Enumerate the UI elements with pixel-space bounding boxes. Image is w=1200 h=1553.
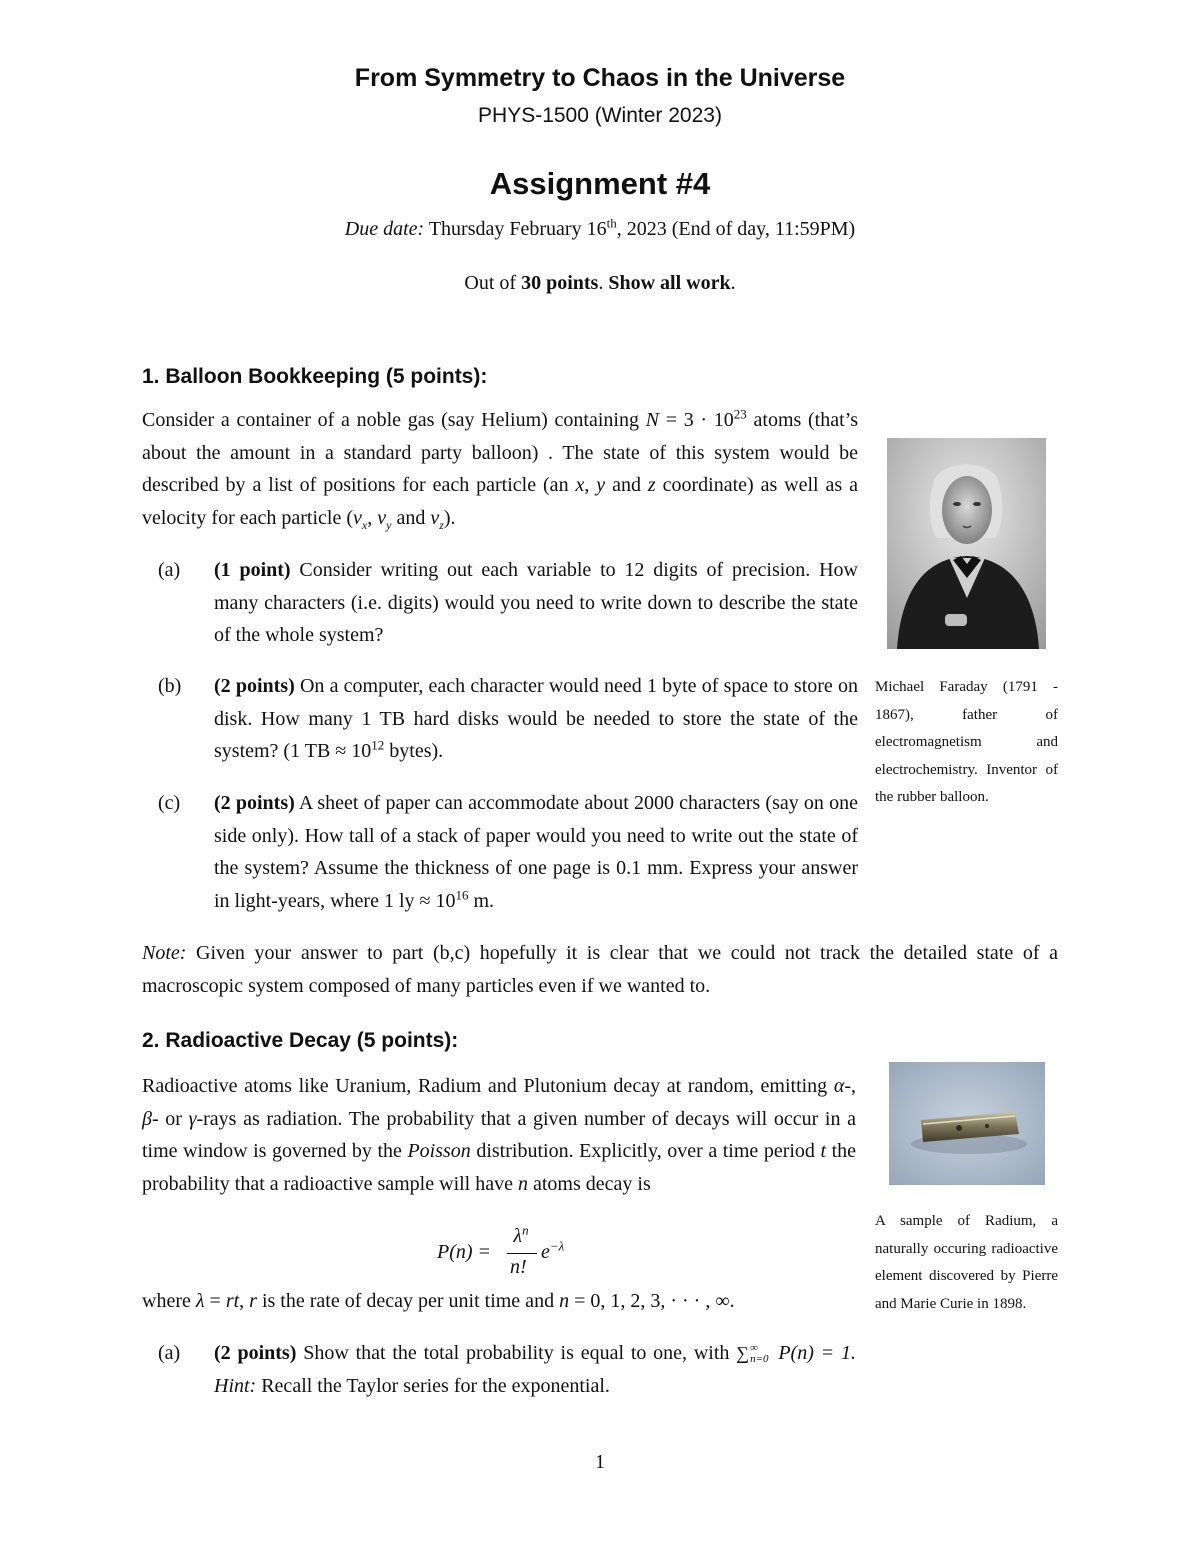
- course-title: From Symmetry to Chaos in the Universe: [354, 64, 846, 92]
- assignment-title: Assignment #4: [489, 166, 711, 201]
- question-1b: (b) (2 points) On a computer, each character would need 1 byte of space to store on disk. How many 1 TB hard disks would be needed to store the state of the system? (1 TB ≈ $10^{12}$ bytes).: [158, 670, 858, 768]
- section-1-heading: 1. Balloon Bookkeeping (5 points):: [142, 365, 488, 388]
- page-number: 1: [595, 1451, 605, 1473]
- item-label: (b): [158, 675, 182, 697]
- fraction-bar: [507, 1253, 537, 1254]
- question-2a: (a) (2 points) Show that the total probability is equal to one, with ∑ ∞ n=0 P(n) = 1. Hint: Recall the Taylor series for the exponential.: [158, 1337, 856, 1403]
- due-date: Due date: Thursday February 16th, 2023 (End of day, 11:59PM): [344, 215, 856, 240]
- formula-numerator: $\lambda^n$: [513, 1222, 529, 1247]
- sum-symbol: ∑: [736, 1343, 750, 1363]
- radium-sample-photo: [889, 1062, 1045, 1185]
- section-1-intro: Consider a container of a noble gas (say Helium) containing $N = 3 \cdot 10^{23}$ atoms (that’s about the amount in a standard party balloon) . The state of this system would be described by a list of positions for each particle (an x, y and z coordinate) as well as a velocity for each particle ($v_x$, $v_y$ and $v_z$).: [142, 406, 858, 532]
- points-line: Out of 30 points. Show all work.: [464, 272, 736, 294]
- item-label: (a): [158, 1342, 181, 1364]
- item-label: (a): [158, 559, 181, 581]
- formula-denominator: n!: [510, 1256, 527, 1278]
- formula-exponential: $e^{-\lambda}$: [541, 1238, 565, 1263]
- radium-caption: A sample of Radium, a naturally occuring radioactive element discovered by Pierre and Marie Curie in 1898.: [875, 1213, 1058, 1312]
- section-2-intro: Radioactive atoms like Uranium, Radium and Plutonium decay at random, emitting α-, β- or γ-rays as radiation. The probability that a given number of decays will occur in a time window is governed by the Poisson distribution. Explicitly, over a time period t the probability that a radioactive sample will have n atoms decay is: [142, 1075, 857, 1195]
- section-2-heading: 2. Radioactive Decay (5 points):: [142, 1029, 459, 1052]
- section-1-note: Note: Given your answer to part (b,c) hopefully it is clear that we could not track the detailed state of a macroscopic system composed of many particles even if we wanted to.: [142, 942, 1058, 997]
- question-1c: (c) (2 points) A sheet of paper can accommodate about 2000 characters (say on one side only). How tall of a stack of paper would you need to write out the state of the system? Assume the thickness of one page is 0.1 mm. Express your answer in light-years, where 1 ly ≈ $10^{16}$ m.: [158, 787, 858, 918]
- item-label: (c): [158, 792, 181, 814]
- where-line: where λ = rt, r is the rate of decay per unit time and n = 0, 1, 2, 3, · · · , ∞.: [142, 1290, 735, 1312]
- course-code: PHYS-1500 (Winter 2023): [478, 104, 722, 127]
- question-1a: (a) (1 point) Consider writing out each variable to 12 digits of precision. How many characters (i.e. digits) would you need to write down to describe the state of the whole system?: [158, 554, 858, 652]
- faraday-caption: Michael Faraday (1791 - 1867), father of electromagnetism and electrochemistry. Inventor of the rubber balloon.: [875, 679, 1058, 805]
- poisson-formula: [437, 1222, 597, 1285]
- formula-lhs: P(n) =: [437, 1241, 492, 1263]
- faraday-portrait: [887, 438, 1046, 649]
